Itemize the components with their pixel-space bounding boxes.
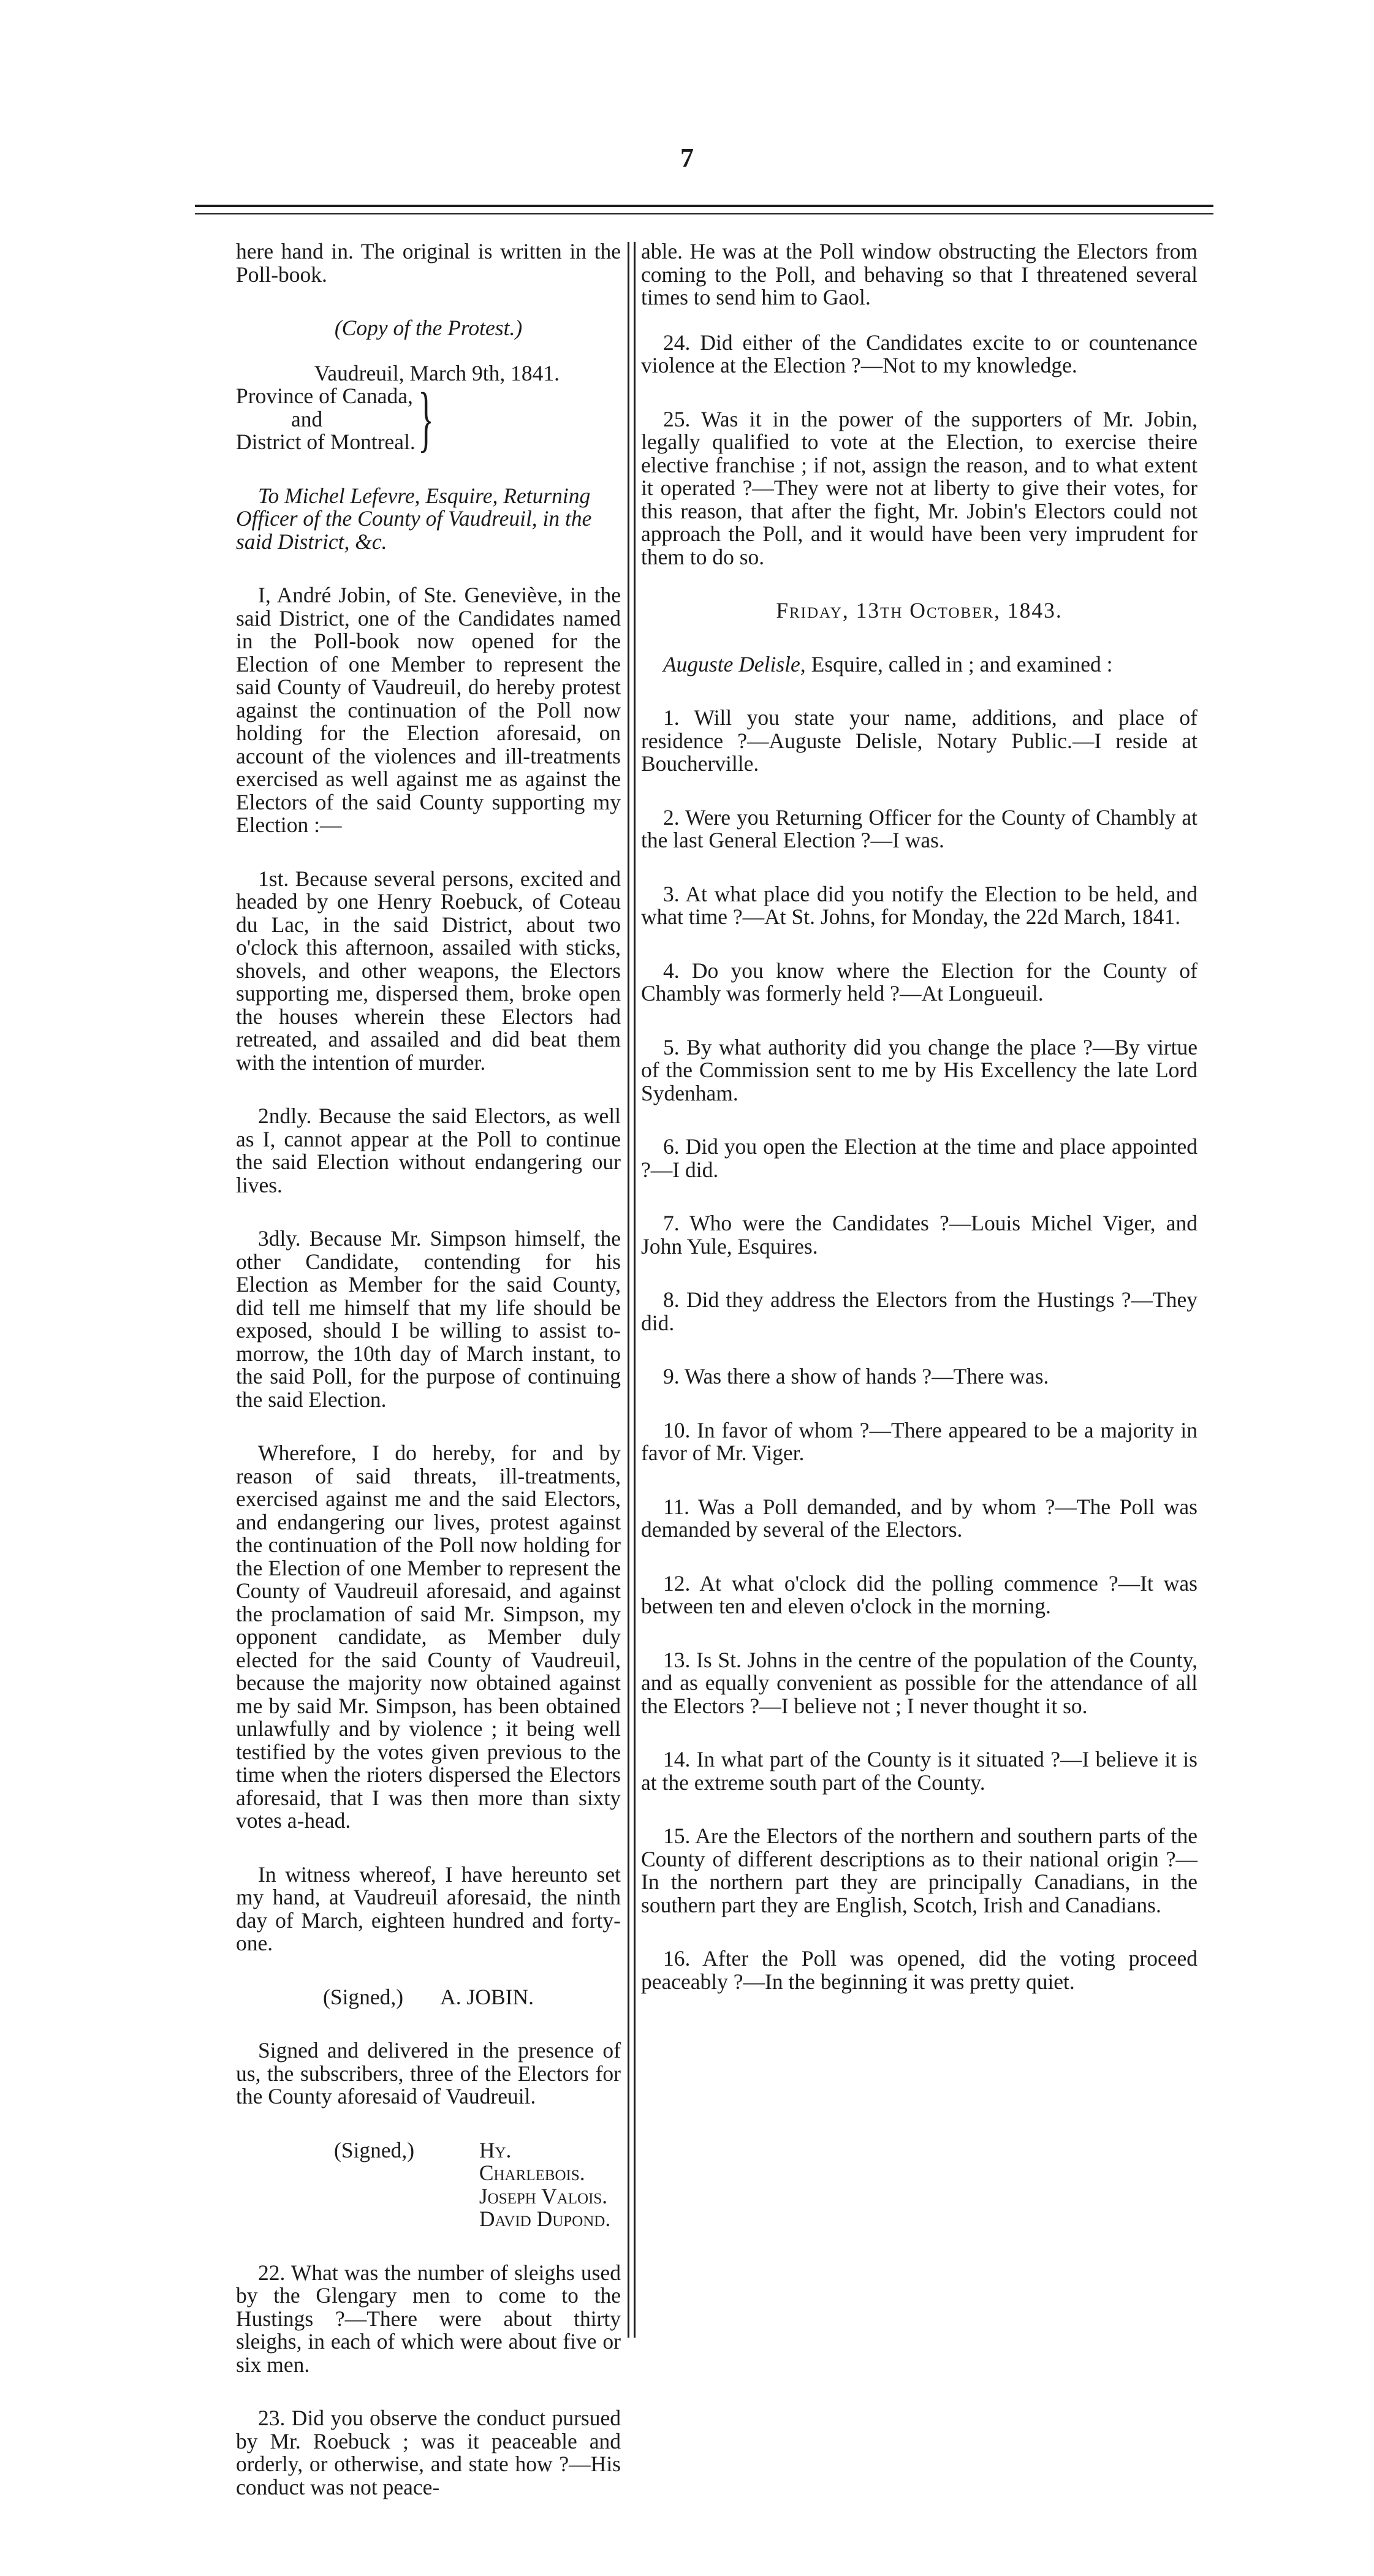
protest-paragraph: Wherefore, I do hereby, for and by reason of said threats, ill-treatments, exercised against me and the said Electors, and endangering our lives, protest against the continuation of the Poll now holding for the Election of one Member to represent the County of Vaudreuil aforesaid, and against the proclamation of said Mr. Simpson, my opponent candidate, as Member duly elected for the said County of Vaudreuil, because the majority now obtained against me by said Mr. Simpson, has been obtained unlawfully and by violence ; it being well testified by the votes given previous to the time when the rioters dispersed the Electors aforesaid, that I was then more than sixty votes a-head. bbox=[236, 1441, 621, 1833]
witness-name: Joseph Valois. bbox=[479, 2183, 608, 2208]
question-paragraph: 23. Did you observe the conduct pursued by Mr. Roebuck ; was it peaceable and orderly, or otherwise, and state how ?—His conduct was not peace- bbox=[236, 2406, 621, 2499]
question-paragraph: 4. Do you know where the Election for the County of Chambly was formerly held ?—At Longueuil. bbox=[641, 958, 1198, 1006]
signed-name: A. JOBIN. bbox=[440, 1984, 534, 2009]
question-paragraph: 15. Are the Electors of the northern and southern parts of the County of different descriptions as to their national origin ?—In the northern part they are principally Canadians, in the southern part they are English, Scotch, Irish and Canadians. bbox=[641, 1824, 1198, 1917]
protest-paragraph: 2ndly. Because the said Electors, as well as I, cannot appear at the Poll to continue the said Election without endangering our lives. bbox=[236, 1104, 621, 1197]
column-divider-right bbox=[634, 242, 636, 2338]
signed-label: (Signed,) bbox=[334, 2137, 415, 2162]
question-paragraph: 7. Who were the Candidates ?—Louis Michel Viger, and John Yule, Esquires. bbox=[641, 1211, 1198, 1259]
signed-label: (Signed,) bbox=[323, 1984, 404, 2009]
protest-date: Vaudreuil, March 9th, 1841. bbox=[314, 360, 560, 385]
left-column bbox=[236, 240, 621, 2499]
question-paragraph: 24. Did either of the Candidates excite to or countenance violence at the Election ?—Not to my knowledge. bbox=[641, 330, 1198, 377]
province-line: Province of Canada, bbox=[236, 384, 413, 408]
question-paragraph: 16. After the Poll was opened, did the voting proceed peaceably ?—In the beginning it was pretty quiet. bbox=[641, 1946, 1198, 1994]
question-paragraph: 5. By what authority did you change the place ?—By virtue of the Commission sent to me by His Excellency the late Lord Sydenham. bbox=[641, 1034, 1198, 1105]
header-rule-thick bbox=[195, 205, 1213, 207]
province-block bbox=[236, 377, 621, 459]
question-paragraph: 12. At what o'clock did the polling commence ?—It was between ten and eleven o'clock in the morning. bbox=[641, 1570, 1198, 1618]
question-paragraph: 10. In favor of whom ?—There appeared to be a majority in favor of Mr. Viger. bbox=[641, 1417, 1198, 1465]
question-paragraph: 3. At what place did you notify the Election to be held, and what time ?—At St. Johns, for Monday, the 22d March, 1841. bbox=[641, 881, 1198, 929]
question-paragraph: 9. Was there a show of hands ?—There was. bbox=[663, 1364, 1049, 1388]
question-paragraph: 25. Was it in the power of the supporters of Mr. Jobin, legally qualified to vote at the Election, to exercise theire elective franchise ; if not, assign the reason, and to what extent it operated ?—They were not at liberty to give their votes, for this reason, that after the fight, Mr. Jobin's Electors could not approach the Poll, and it would have been very imprudent for them to do so. bbox=[641, 406, 1198, 569]
protest-paragraph: Signed and delivered in the presence of us, the subscribers, three of the Electors for the County aforesaid of Vaudreuil. bbox=[236, 2038, 621, 2108]
province-line: District of Montreal. bbox=[236, 430, 416, 454]
header-rule-thin bbox=[195, 213, 1213, 214]
question-paragraph: 14. In what part of the County is it situated ?—I believe it is at the extreme south part of the County. bbox=[641, 1747, 1198, 1795]
question-paragraph: 6. Did you open the Election at the time and place appointed ?—I did. bbox=[641, 1134, 1198, 1182]
protest-paragraph: In witness whereof, I have hereunto set my hand, at Vaudreuil aforesaid, the ninth day of March, eighteen hundred and forty-one. bbox=[236, 1862, 621, 1955]
question-paragraph: 2. Were you Returning Officer for the County of Chambly at the last General Election ?—I was. bbox=[641, 805, 1198, 852]
witness-name: Hy. Charlebois. bbox=[479, 2137, 585, 2185]
protest-paragraph: 1st. Because several persons, excited and headed by one Henry Roebuck, of Coteau du Lac, in the said District, about two o'clock this afternoon, assailed with sticks, shovels, and other weapons, the Electors supporting me, dispersed them, broke open the houses wherein these Electors had retreated, and assailed and did beat them with the intention of murder. bbox=[236, 866, 621, 1075]
right-column bbox=[641, 240, 1198, 1993]
question-paragraph: 11. Was a Poll demanded, and by whom ?—The Poll was demanded by several of the Electors. bbox=[641, 1494, 1198, 1542]
protest-heading: (Copy of the Protest.) bbox=[334, 316, 523, 340]
protest-salutation: To Michel Lefevre, Esquire, Returning Officer of the County of Vaudreuil, in the said District, &c. bbox=[236, 483, 592, 554]
protest-paragraph: 3dly. Because Mr. Simpson himself, the other Candidate, contending for his Election as Member for the said County, did tell me himself that my life should be exposed, should I be willing to assist to-morrow, the 10th day of March instant, to the said Poll, for the purpose of continuing the said Election. bbox=[236, 1226, 621, 1412]
protest-paragraph: I, André Jobin, of Ste. Geneviève, in the said District, one of the Candidates named in the Poll-book now opened for the Election of one Member to represent the said County of Vaudreuil, do hereby protest against the continuation of the Poll now holding for the Election aforesaid, on account of the violences and ill-treatments exercised as well against me as against the Electors of the said County supporting my Election :— bbox=[236, 583, 621, 837]
province-line: and bbox=[291, 406, 323, 431]
page-number: 7 bbox=[680, 143, 694, 173]
question-paragraph: 1. Will you state your name, additions, and place of residence ?—Auguste Delisle, Notary Public.—I reside at Boucherville. bbox=[641, 705, 1198, 776]
witness-intro-name: Auguste Delisle, bbox=[663, 651, 806, 676]
witness-signatures bbox=[334, 2139, 621, 2231]
witness-name: David Dupond. bbox=[479, 2207, 611, 2231]
witness-intro-rest: Esquire, called in ; and examined : bbox=[805, 651, 1113, 676]
brace-glyph: } bbox=[417, 377, 434, 459]
session-date-heading: Friday, 13th October, 1843. bbox=[776, 598, 1063, 623]
question-paragraph: 8. Did they address the Electors from the Hustings ?—They did. bbox=[641, 1287, 1198, 1335]
paragraph-continuation: able. He was at the Poll window obstructing the Electors from coming to the Poll, and behaving so that I threatened several times to send him to Gaol. bbox=[641, 239, 1198, 309]
question-paragraph: 22. What was the number of sleighs used by the Glengary men to come to the Hustings ?—There were about thirty sleighs, in each of which were about five or six men. bbox=[236, 2260, 621, 2377]
witness-intro bbox=[641, 653, 1198, 676]
column-divider-left bbox=[628, 242, 629, 2338]
signature-jobin bbox=[236, 1986, 621, 2009]
question-paragraph: 13. Is St. Johns in the centre of the population of the County, and as equally convenient as possible for the attendance of all the Electors ?—I believe not ; I never thought it so. bbox=[641, 1647, 1198, 1718]
paragraph-continuation: here hand in. The original is written in the Poll-book. bbox=[236, 239, 621, 287]
